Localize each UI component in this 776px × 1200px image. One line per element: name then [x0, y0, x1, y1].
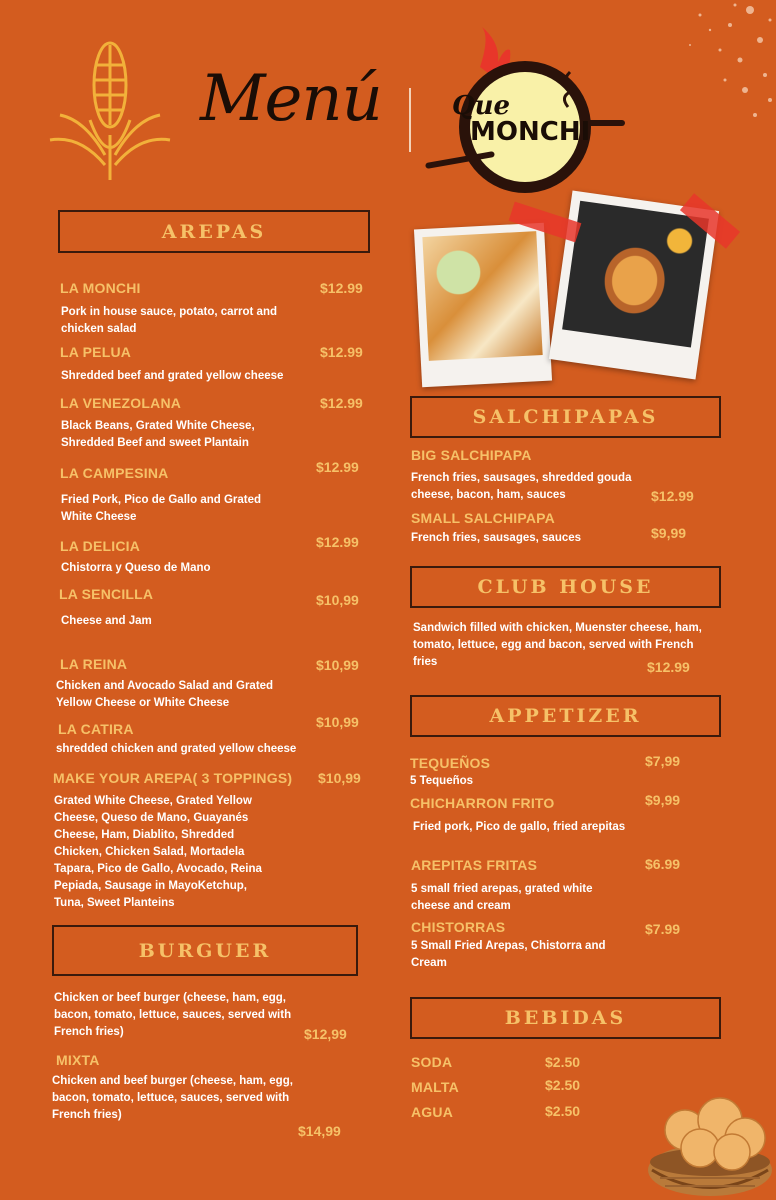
burger-desc: Chicken and beef burger (cheese, ham, egg, bacon, tomato, lettuce, sauces, served with French fries) — [52, 1075, 293, 1121]
appetizer-name: TEQUEÑOS — [410, 755, 491, 771]
appetizer-name: AREPITAS FRITAS — [411, 857, 538, 873]
paint-splatter-decoration — [630, 0, 776, 130]
appetizer-header — [410, 695, 721, 737]
appetizer-name: CHICHARRON FRITO — [410, 795, 555, 811]
salchipapa-name: BIG SALCHIPAPA — [411, 447, 532, 463]
drink-name: SODA — [411, 1054, 453, 1070]
tequenos-photo-image — [422, 231, 542, 361]
arepa-price: $10,99 — [318, 770, 361, 786]
corn-wheat-icon — [40, 25, 180, 185]
drink-name: AGUA — [411, 1104, 454, 1120]
appetizer-desc: Fried pork, Pico de gallo, fried arepitas — [413, 821, 626, 833]
salchipapa-price: $12.99 — [651, 488, 694, 504]
bebidas-header — [410, 997, 721, 1039]
salchipapa-desc: French fries, sausages, shredded gouda cheese, bacon, ham, sauces — [411, 472, 632, 501]
arepa-price: $10,99 — [316, 592, 359, 608]
arepa-desc: Pork in house sauce, potato, carrot and chicken salad — [61, 306, 277, 335]
tequenos-photo — [414, 223, 552, 388]
burguer-title: BURGUER — [138, 939, 272, 962]
appetizer-desc: 5 Small Fried Arepas, Chistorra and Cream — [411, 940, 606, 969]
menu-title: Menú — [200, 62, 382, 136]
arepa-desc: Cheese and Jam — [61, 615, 152, 627]
arepa-name: LA REINA — [60, 656, 128, 672]
arepa-name: LA SENCILLA — [59, 586, 154, 602]
arepa-desc: Grated White Cheese, Grated Yellow Cheese, Queso de Mano, Guayanés Cheese, Ham, Diablito, Shredded Chicken, Chicken Salad, Mortadela Tapara, Pico de Gallo, Avocado, Reina Pepiada, Sausage in MayoKetchup, Tuna, Sweet Planteins — [54, 795, 262, 909]
appetizer-price: $7.99 — [645, 921, 681, 937]
drink-price: $2.50 — [545, 1054, 581, 1070]
header-divider — [409, 88, 411, 152]
salchipapa-price: $9,99 — [651, 525, 687, 541]
arepa-desc: Chicken and Avocado Salad and Grated Yellow Cheese or White Cheese — [56, 680, 274, 709]
logo-que-text: Que — [452, 91, 511, 121]
drink-price: $2.50 — [545, 1077, 581, 1093]
appetizer-title: APPETIZER — [489, 705, 642, 727]
arepa-name: LA CAMPESINA — [60, 465, 169, 481]
bread-basket-icon — [640, 1090, 776, 1200]
salchipapa-name: SMALL SALCHIPAPA — [411, 510, 555, 526]
arepa-price: $10,99 — [316, 657, 359, 673]
bebidas-title: BEBIDAS — [504, 1007, 627, 1029]
drink-price: $2.50 — [545, 1103, 581, 1119]
arepa-photo-image — [562, 201, 709, 348]
burger-price: $12,99 — [304, 1026, 347, 1042]
arepa-desc: Chistorra y Queso de Mano — [61, 562, 211, 574]
salchipapa-desc: French fries, sausages, sauces — [411, 532, 582, 544]
burger-name: MIXTA — [56, 1052, 100, 1068]
arepa-price: $10,99 — [316, 714, 359, 730]
arepa-price: $12.99 — [316, 534, 359, 550]
burger-desc: Chicken or beef burger (cheese, ham, egg, bacon, tomato, lettuce, sauces, served with French fries) — [54, 992, 292, 1038]
arepa-name: LA PELUA — [60, 344, 132, 360]
club-house-header — [410, 566, 721, 608]
arepa-name: LA VENEZOLANA — [60, 395, 182, 411]
arepa-desc: shredded chicken and grated yellow cheese — [56, 743, 297, 755]
arepa-price: $12.99 — [320, 280, 363, 296]
arepa-name: MAKE YOUR AREPA( 3 TOPPINGS) — [53, 770, 293, 786]
arepa-name: LA CATIRA — [58, 721, 134, 737]
arepa-price: $12.99 — [320, 344, 363, 360]
club-house-title: CLUB HOUSE — [477, 576, 654, 598]
arepa-name: LA DELICIA — [60, 538, 141, 554]
drink-name: MALTA — [411, 1079, 459, 1095]
arepa-name: LA MONCHI — [60, 280, 141, 296]
appetizer-price: $7,99 — [645, 753, 681, 769]
burguer-header — [52, 925, 358, 976]
arepa-price: $12.99 — [316, 459, 359, 475]
club-house-desc: Sandwich filled with chicken, Muenster cheese, ham, tomato, lettuce, egg and bacon, served with French fries — [413, 622, 702, 668]
arepa-desc: Shredded beef and grated yellow cheese — [61, 370, 284, 382]
que-monchi-logo — [420, 22, 630, 197]
arepas-title: AREPAS — [161, 220, 267, 243]
appetizer-price: $9,99 — [645, 792, 681, 808]
appetizer-name: CHISTORRAS — [411, 919, 506, 935]
appetizer-desc: 5 Tequeños — [410, 775, 474, 787]
salchipapas-header — [410, 396, 721, 438]
arepa-desc: Fried Pork, Pico de Gallo and Grated White Cheese — [61, 494, 262, 523]
burger-price: $14,99 — [298, 1123, 341, 1139]
salchipapas-title: SALCHIPAPAS — [472, 406, 659, 428]
club-house-price: $12.99 — [647, 659, 690, 675]
appetizer-desc: 5 small fried arepas, grated white cheese and cream — [411, 883, 593, 912]
arepa-price: $12.99 — [320, 395, 363, 411]
arepa-desc: Black Beans, Grated White Cheese, Shredded Beef and sweet Plantain — [61, 420, 255, 449]
logo-monchi-text: MONCHI — [470, 117, 591, 147]
arepas-header — [58, 210, 370, 253]
appetizer-price: $6.99 — [645, 856, 681, 872]
